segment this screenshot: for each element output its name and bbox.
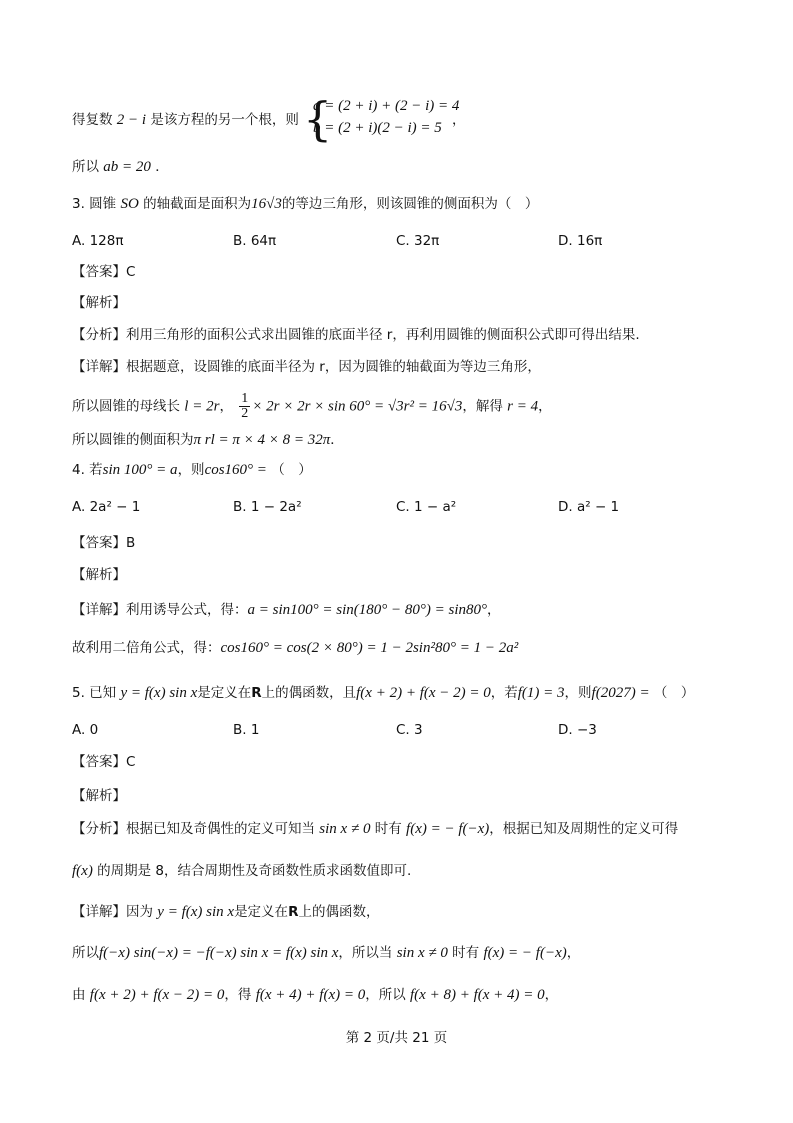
text: 【详解】利用诱导公式，得： [72,602,248,618]
question-number: 5. 已知 [72,685,117,701]
text: 是定义在 [197,685,252,701]
math: SO [120,196,139,212]
option-c: C. 1 − a² [396,499,457,515]
text: ． [330,432,344,448]
detail-line-2 [72,638,733,658]
question-4 [72,460,733,480]
option-a: A. 2a² − 1 [72,499,141,515]
analysis-label: 【解析】 [72,788,126,804]
detail-line-3 [72,985,733,1005]
option-d: D. a² − 1 [558,499,620,515]
option-c: C. 3 [396,722,423,738]
answer-label: 【答案】C [72,264,136,280]
detail-line-1: 【详解】根据题意，设圆锥的底面半径为 r，因为圆锥的轴截面为等边三角形， [72,359,541,375]
text: ， [219,398,233,415]
detail-line-2 [72,392,733,421]
numerator: 1 [241,391,249,406]
math: f(x + 8) + f(x + 4) = 0 [410,987,545,1003]
question-number: 3. [72,196,90,212]
text: ，则 [564,685,592,701]
set-symbol: R [288,904,299,920]
detail-line-1 [72,600,733,620]
text: ，则 [177,462,205,478]
math: sin x ≠ 0 [396,945,448,961]
math: f(2027) = [591,685,650,701]
text: 所以 [72,945,99,961]
text: （ ） [653,685,695,701]
text: ，根据已知及周期性的定义可得 [489,821,679,837]
analysis-summary-2 [72,861,733,881]
text: 所以圆锥的侧面积为 [72,432,194,448]
text: ． [155,159,169,175]
math: r = 4 [507,398,539,415]
equation-a: a = (2 + i) + (2 − i) = 4 [313,98,460,114]
text: ，解得 [462,398,503,415]
solution-line-2 [72,157,733,177]
detail-line-1 [72,902,733,922]
text: ，得 [224,987,252,1003]
text: ，所以当 [338,945,393,961]
math: f(x + 2) + f(x − 2) = 0 [356,685,491,701]
analysis-summary [72,819,733,839]
question-3 [72,194,733,214]
text: 是该方程的另一个根，则 [150,112,299,128]
option-b: B. 64π [233,233,277,249]
math: f(x + 2) + f(x − 2) = 0 [89,987,225,1003]
text: 圆锥 [89,196,117,212]
option-b: B. 1 [233,722,260,738]
math: l = 2r [184,398,220,415]
text: 所以 [72,159,99,175]
text: ， [566,945,581,961]
analysis-label: 【解析】 [72,295,126,311]
math: f(x + 4) + f(x) = 0 [255,987,366,1003]
text: 上的偶函数，且 [261,685,357,701]
math: f(−x) sin(−x) = −f(−x) sin x = f(x) sin x [99,945,339,961]
text: 故利用二倍角公式，得： [72,640,221,656]
text: 由 [72,987,86,1003]
math: π rl = π × 4 × 8 = 32π [193,432,331,448]
text: 所以圆锥的母线长 [72,398,180,415]
set-symbol: R [251,685,262,701]
analysis-summary: 【分析】利用三角形的面积公式求出圆锥的底面半径 r，再利用圆锥的侧面积公式即可得出结果. [72,327,640,343]
text: 是定义在 [234,904,289,920]
math: 16√3 [251,196,282,212]
math: sin 100° = a [102,462,178,478]
option-a: A. 0 [72,722,99,738]
text: 得复数 [72,112,113,128]
math: × 2r × 2r × sin 60° = √3r² = 16√3 [252,398,463,415]
brace-glyph: { [303,92,333,146]
text: ，若 [490,685,518,701]
text: ， [544,987,559,1003]
option-c: C. 32π [396,233,440,249]
text: ， [538,398,552,415]
answer-label: 【答案】B [72,535,136,551]
option-b: B. 1 − 2a² [233,499,302,515]
option-d: D. −3 [558,722,597,738]
equation-b: b = (2 + i)(2 − i) = 5 [313,120,442,136]
math: f(x) = − f(−x) [406,821,490,837]
text: 【详解】因为 [72,904,153,920]
text: 时有 [374,821,402,837]
text: 的轴截面是面积为 [143,196,252,212]
analysis-label: 【解析】 [72,567,126,583]
text: （ ） [271,462,312,478]
fraction-half [239,392,250,421]
math: f(x) = − f(−x) [483,945,567,961]
math: cos160° = cos(2 × 80°) = 1 − 2sin²80° = 1 − 2a² [220,640,519,656]
math-root: 2 − i [116,112,147,128]
text: 的周期是 8，结合周期性及奇函数性质求函数值即可. [97,863,412,879]
text: 的等边三角形，则该圆锥的侧面积为（ ） [281,196,539,212]
detail-line-3 [72,430,733,450]
text: 【分析】根据已知及奇偶性的定义可知当 [72,821,315,837]
math: y = f(x) sin x [157,904,235,920]
page-footer: 第 2 页/共 21 页 [345,1030,448,1046]
math: y = f(x) sin x [120,685,198,701]
text: ， [487,602,501,618]
text: 时有 [452,945,480,961]
option-a: A. 128π [72,233,124,249]
question-5 [72,683,733,703]
text: 上的偶函数， [298,904,380,920]
math: cos160° = [204,462,267,478]
math: f(x) [72,863,93,879]
option-d: D. 16π [558,233,603,249]
math: f(1) = 3 [517,685,565,701]
denominator: 2 [241,406,249,421]
math: ab = 20 [103,159,151,175]
question-number: 4. 若 [72,462,103,478]
equation-system [303,92,463,146]
punct: ， [452,112,466,128]
math: a = sin100° = sin(180° − 80°) = sin80° [247,602,487,618]
text: ，所以 [365,987,406,1003]
answer-label: 【答案】C [72,754,136,770]
math: sin x ≠ 0 [319,821,371,837]
detail-line-2 [72,943,733,963]
